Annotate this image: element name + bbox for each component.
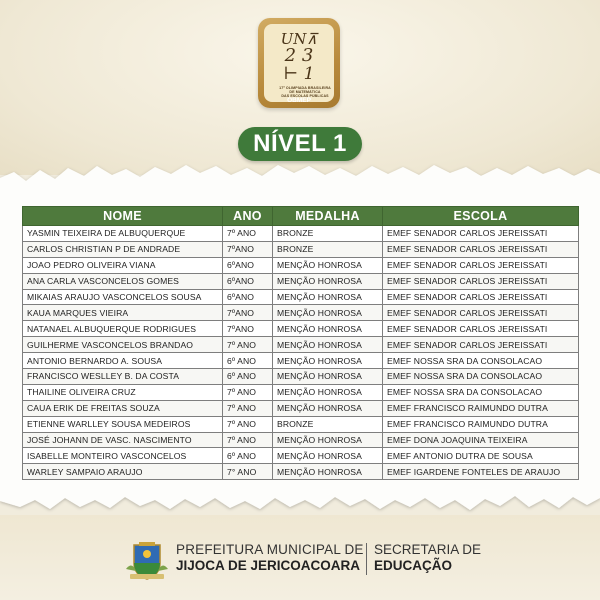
cell-nome: CARLOS CHRISTIAN P DE ANDRADE xyxy=(23,241,223,257)
table-row xyxy=(23,448,579,464)
cell-nome: NATANAEL ALBUQUERQUE RODRIGUES xyxy=(23,321,223,337)
table-row xyxy=(23,337,579,353)
level-badge: NÍVEL 1 xyxy=(238,127,362,161)
cell-medalha: MENÇÃO HONROSA xyxy=(273,369,383,385)
cell-nome: FRANCISCO WESLLEY B. DA COSTA xyxy=(23,369,223,385)
cell-medalha: MENÇÃO HONROSA xyxy=(273,337,383,353)
municipal-crest-icon xyxy=(124,541,170,581)
cell-escola: EMEF SENADOR CARLOS JEREISSATI xyxy=(383,337,579,353)
cell-medalha: MENÇÃO HONROSA xyxy=(273,432,383,448)
table-row xyxy=(23,464,579,480)
cell-nome: ANA CARLA VASCONCELOS GOMES xyxy=(23,273,223,289)
cell-medalha: BRONZE xyxy=(273,241,383,257)
table-row xyxy=(23,241,579,257)
cell-escola: EMEF FRANCISCO RAIMUNDO DUTRA xyxy=(383,416,579,432)
secretaria-line2: EDUCAÇÃO xyxy=(374,558,453,573)
table-row xyxy=(23,321,579,337)
cell-ano: 6º ANO xyxy=(223,448,273,464)
cell-nome: JOAO PEDRO OLIVEIRA VIANA xyxy=(23,257,223,273)
cell-escola: EMEF NOSSA SRA DA CONSOLACAO xyxy=(383,384,579,400)
header-medalha: MEDALHA xyxy=(273,207,383,226)
svg-text:UN⊼: UN⊼ xyxy=(280,30,318,48)
footer-divider xyxy=(366,543,367,575)
cell-nome: THAILINE OLIVEIRA CRUZ xyxy=(23,384,223,400)
cell-escola: EMEF DONA JOAQUINA TEIXEIRA xyxy=(383,432,579,448)
cell-ano: 7º ANO xyxy=(223,432,273,448)
cell-ano: 6º ANO xyxy=(223,353,273,369)
cell-nome: GUILHERME VASCONCELOS BRANDAO xyxy=(23,337,223,353)
cell-ano: 7º ANO xyxy=(223,226,273,242)
cell-ano: 7ºANO xyxy=(223,321,273,337)
cell-medalha: MENÇÃO HONROSA xyxy=(273,257,383,273)
header-nome: NOME xyxy=(23,207,223,226)
cell-escola: EMEF IGARDENE FONTELES DE ARAUJO xyxy=(383,464,579,480)
table-row xyxy=(23,369,579,385)
cell-escola: EMEF NOSSA SRA DA CONSOLACAO xyxy=(383,369,579,385)
header-ano: ANO xyxy=(223,207,273,226)
cell-nome: MIKAIAS ARAUJO VASCONCELOS SOUSA xyxy=(23,289,223,305)
cell-medalha: MENÇÃO HONROSA xyxy=(273,305,383,321)
cell-medalha: BRONZE xyxy=(273,416,383,432)
cell-ano: 6ºANO xyxy=(223,289,273,305)
footer xyxy=(124,535,484,585)
table-row xyxy=(23,432,579,448)
cell-ano: 7º ANO xyxy=(223,416,273,432)
header-escola: ESCOLA xyxy=(383,207,579,226)
table-row xyxy=(23,384,579,400)
cell-nome: KAUA MARQUES VIEIRA xyxy=(23,305,223,321)
table-row xyxy=(23,226,579,242)
cell-nome: YASMIN TEIXEIRA DE ALBUQUERQUE xyxy=(23,226,223,242)
cell-ano: 7º ANO xyxy=(223,337,273,353)
cell-ano: 6º ANO xyxy=(223,369,273,385)
cell-medalha: BRONZE xyxy=(273,226,383,242)
table-row xyxy=(23,305,579,321)
cell-nome: ANTONIO BERNARDO A. SOUSA xyxy=(23,353,223,369)
cell-ano: 7° ANO xyxy=(223,464,273,480)
cell-escola: EMEF SENADOR CARLOS JEREISSATI xyxy=(383,226,579,242)
cell-medalha: MENÇÃO HONROSA xyxy=(273,400,383,416)
cell-medalha: MENÇÃO HONROSA xyxy=(273,464,383,480)
secretaria-line1: SECRETARIA DE xyxy=(374,542,482,557)
prefeitura-line1: PREFEITURA MUNICIPAL DE xyxy=(176,542,364,557)
table-row xyxy=(23,416,579,432)
cell-medalha: MENÇÃO HONROSA xyxy=(273,353,383,369)
table-row xyxy=(23,257,579,273)
cell-escola: EMEF SENADOR CARLOS JEREISSATI xyxy=(383,273,579,289)
cell-ano: 6ºANO xyxy=(223,257,273,273)
cell-escola: EMEF ANTONIO DUTRA DE SOUSA xyxy=(383,448,579,464)
table-row xyxy=(23,289,579,305)
svg-text:⊢ 1: ⊢ 1 xyxy=(283,64,315,84)
cell-escola: EMEF SENADOR CARLOS JEREISSATI xyxy=(383,321,579,337)
obmep-logo xyxy=(258,18,340,108)
cell-nome: WARLEY SAMPAIO ARAUJO xyxy=(23,464,223,480)
cell-escola: EMEF SENADOR CARLOS JEREISSATI xyxy=(383,241,579,257)
obmep-label: OBMEP xyxy=(287,97,311,104)
cell-ano: 7ºANO xyxy=(223,305,273,321)
cell-ano: 7º ANO xyxy=(223,400,273,416)
svg-text:2 3: 2 3 xyxy=(284,45,314,66)
cell-escola: EMEF SENADOR CARLOS JEREISSATI xyxy=(383,289,579,305)
table-row xyxy=(23,273,579,289)
cell-escola: EMEF SENADOR CARLOS JEREISSATI xyxy=(383,305,579,321)
cell-medalha: MENÇÃO HONROSA xyxy=(273,289,383,305)
cell-ano: 6ºANO xyxy=(223,273,273,289)
table-header-row xyxy=(23,207,579,226)
logo-caption: 17ª OLIMPÍADA BRASILEIRA DE MATEMÁTICA DAS ESCOLAS PÚBLICAS xyxy=(279,86,331,98)
cell-medalha: MENÇÃO HONROSA xyxy=(273,384,383,400)
cell-nome: CAUA ERIK DE FREITAS SOUZA xyxy=(23,400,223,416)
cell-escola: EMEF SENADOR CARLOS JEREISSATI xyxy=(383,257,579,273)
table-row xyxy=(23,400,579,416)
prefeitura-line2: JIJOCA DE JERICOACOARA xyxy=(176,558,361,573)
cell-medalha: MENÇÃO HONROSA xyxy=(273,273,383,289)
cell-escola: EMEF FRANCISCO RAIMUNDO DUTRA xyxy=(383,400,579,416)
cell-nome: ETIENNE WARLLEY SOUSA MEDEIROS xyxy=(23,416,223,432)
cell-medalha: MENÇÃO HONROSA xyxy=(273,448,383,464)
cell-nome: JOSÉ JOHANN DE VASC. NASCIMENTO xyxy=(23,432,223,448)
cell-ano: 7º ANO xyxy=(223,384,273,400)
cell-nome: ISABELLE MONTEIRO VASCONCELOS xyxy=(23,448,223,464)
cell-ano: 7ºANO xyxy=(223,241,273,257)
table-row xyxy=(23,353,579,369)
cell-medalha: MENÇÃO HONROSA xyxy=(273,321,383,337)
results-table xyxy=(22,206,579,480)
cell-escola: EMEF NOSSA SRA DA CONSOLACAO xyxy=(383,353,579,369)
